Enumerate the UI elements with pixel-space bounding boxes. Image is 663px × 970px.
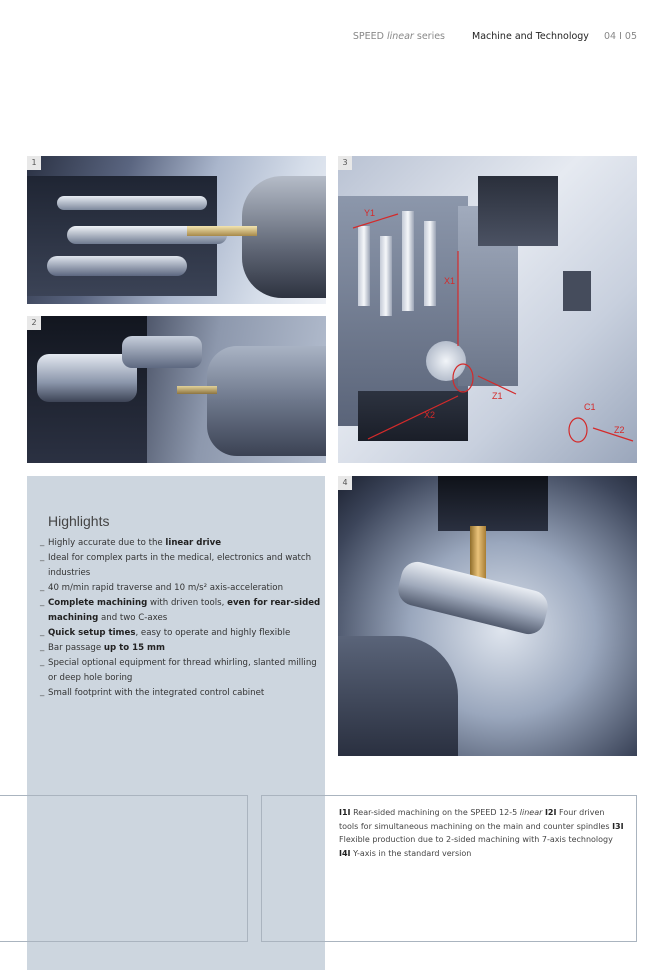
photo-number: 3 — [338, 156, 352, 170]
photo-number: 2 — [27, 316, 41, 330]
italic-text: linear — [519, 808, 543, 817]
axis-label: X1 — [444, 276, 456, 286]
text-run: Flexible production due to 2-sided machining with 7-axis technology — [339, 835, 613, 844]
series-name: SPEED linear series — [352, 31, 445, 42]
emphasis: I4I — [339, 848, 351, 858]
axis-label: Z2 — [614, 425, 625, 435]
axis-label: X2 — [424, 410, 436, 420]
highlights-title: Highlights — [48, 513, 110, 529]
highlight-item — [40, 686, 324, 701]
tool-head — [122, 336, 202, 368]
highlight-item — [40, 581, 324, 596]
photo-two-sided-machining — [338, 156, 637, 463]
tool-shaft — [47, 256, 187, 276]
emphasis: Complete machining — [48, 598, 148, 608]
tool-shaft — [57, 196, 207, 210]
text-run: , easy to operate and highly flexible — [135, 628, 291, 638]
text-run: Special optional equipment for thread whirling, slanted milling or deep hole boring — [48, 658, 317, 683]
highlight-item — [40, 641, 324, 656]
photo-number: 1 — [27, 156, 41, 170]
spindle — [207, 346, 326, 456]
axis-x2-arrow — [368, 396, 458, 439]
emphasis: even for rear-sided machining — [48, 598, 321, 623]
frame-left — [0, 795, 248, 942]
axis-label: Z1 — [492, 391, 503, 401]
photo-number: 4 — [338, 476, 352, 490]
text-run: Small footprint with the integrated control cabinet — [48, 688, 265, 698]
spindle — [242, 176, 326, 298]
axis-y1-arrow — [353, 214, 398, 228]
axis-c-ring — [569, 418, 587, 442]
axis-annotations — [338, 156, 637, 463]
axis-label: C1 — [584, 402, 596, 412]
highlight-item — [40, 626, 324, 641]
text-run: Y-axis in the standard version — [350, 848, 472, 858]
text-run: Ideal for complex parts in the medical, electronics and watch industries — [48, 553, 312, 578]
page-header — [353, 31, 637, 42]
tool-holder — [438, 476, 548, 531]
emphasis: I1I — [339, 808, 351, 817]
axis-c-ring — [453, 364, 473, 392]
emphasis: I2I — [544, 808, 557, 817]
highlights-list — [40, 536, 324, 701]
photo-driven-tools — [27, 316, 326, 463]
emphasis: up to 15 mm — [103, 643, 165, 653]
text-run: Highly accurate due to the — [48, 538, 166, 548]
drill-bit — [177, 386, 217, 394]
highlight-item — [40, 656, 324, 686]
section-title: Machine and Technology — [472, 31, 589, 42]
highlight-item — [40, 551, 324, 581]
text-run: with driven tools, — [147, 598, 228, 608]
highlight-item — [40, 596, 324, 626]
text-run: Bar passage — [48, 643, 104, 653]
emphasis: I3I — [612, 821, 624, 831]
photo-y-axis — [338, 476, 637, 756]
axis-label: Y1 — [364, 208, 376, 218]
spindle-housing — [338, 636, 458, 756]
text-run: 40 m/min rapid traverse and 10 m/s² axis-acceleration — [48, 583, 284, 593]
drill-bit — [187, 226, 257, 236]
highlight-item — [40, 536, 324, 551]
text-run: Rear-sided machining on the SPEED 12-5 — [350, 808, 520, 817]
page-numbers: 04 I 05 — [603, 31, 637, 42]
text-run: and two C-axes — [98, 613, 168, 623]
emphasis: Quick setup times — [48, 628, 136, 638]
emphasis: linear drive — [165, 538, 222, 548]
text-run: Four driven tools for simultaneous machining on the main and counter spindles — [339, 808, 613, 831]
axis-z2-arrow — [593, 428, 633, 441]
photo-captions — [339, 806, 625, 860]
photo-rear-sided-machining — [27, 156, 326, 304]
